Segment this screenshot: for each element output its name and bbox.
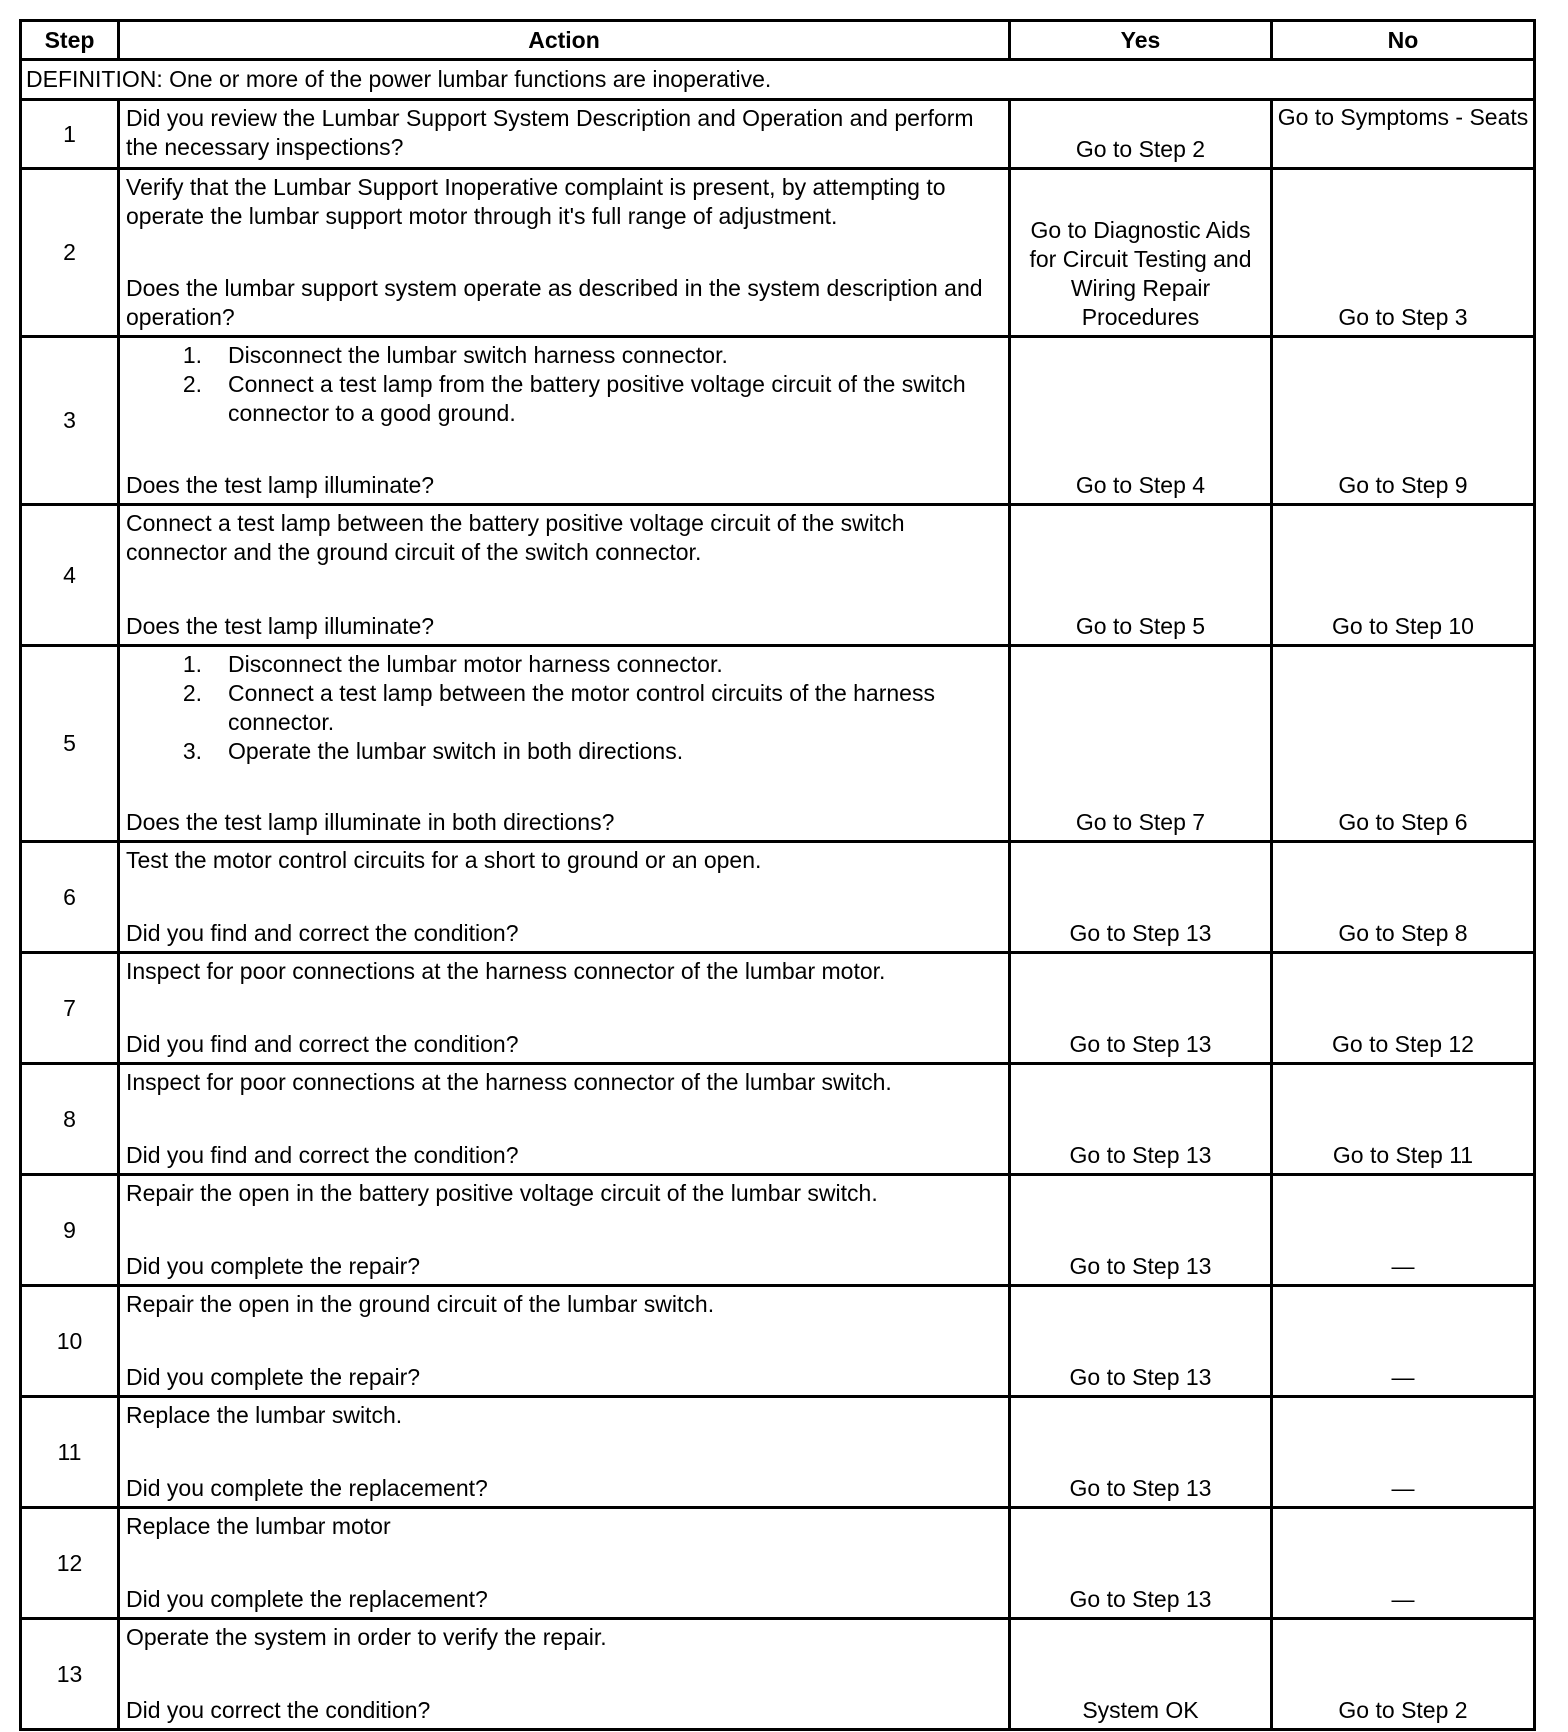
action-content [126,173,1002,332]
table-row [21,505,1535,646]
action-question: Does the test lamp illuminate? [126,613,435,639]
list-item-number: 2. [182,371,202,397]
no-result: Go to Step 9 [1272,337,1535,505]
table-row [21,100,1535,169]
list-item [126,679,1002,737]
action-text: Did you review the Lumbar Support System Description and Operation and perform the necessary inspections? [126,105,974,160]
list-item [126,737,1002,766]
action-question: Did you find and correct the condition? [126,920,519,946]
table-row [21,842,1535,953]
list-item-text: Disconnect the lumbar switch harness connector. [228,342,728,368]
action-question: Did you complete the repair? [126,1364,421,1390]
step-number: 11 [21,1397,119,1508]
list-item-text: Operate the lumbar switch in both directions. [228,738,684,764]
action-content [126,1512,1002,1614]
no-result: Go to Step 6 [1272,646,1535,842]
action-question: Does the test lamp illuminate? [126,472,435,498]
action-text: Repair the open in the battery positive voltage circuit of the lumbar switch. [126,1180,878,1206]
action-question: Did you complete the replacement? [126,1475,488,1501]
action-cell [119,1508,1010,1619]
action-content [126,1179,1002,1281]
table-row [21,1064,1535,1175]
header-no: No [1272,21,1535,60]
list-item-number: 1. [182,651,202,677]
action-cell [119,1397,1010,1508]
action-content [126,509,1002,641]
action-content [126,957,1002,1059]
no-result: Go to Step 11 [1272,1064,1535,1175]
no-result: — [1272,1508,1535,1619]
action-content [126,650,1002,837]
table-row [21,1508,1535,1619]
action-content [126,104,1002,164]
list-item [126,370,1002,428]
action-question: Does the test lamp illuminate in both directions? [126,809,615,835]
yes-result: Go to Step 4 [1010,337,1272,505]
yes-result: Go to Step 13 [1010,1175,1272,1286]
yes-result: System OK [1010,1619,1272,1730]
no-result: Go to Step 3 [1272,169,1535,337]
no-result: Go to Step 8 [1272,842,1535,953]
action-cell [119,505,1010,646]
action-cell [119,337,1010,505]
table-row [21,337,1535,505]
yes-result: Go to Step 7 [1010,646,1272,842]
action-content [126,341,1002,500]
action-question: Did you correct the condition? [126,1697,431,1723]
step-number: 10 [21,1286,119,1397]
table-row [21,1286,1535,1397]
action-content [126,846,1002,948]
no-result: — [1272,1286,1535,1397]
action-content [126,1623,1002,1725]
yes-result: Go to Step 13 [1010,1286,1272,1397]
table-row [21,1397,1535,1508]
yes-result: Go to Step 13 [1010,1064,1272,1175]
action-cell [119,1286,1010,1397]
definition-text: DEFINITION: One or more of the power lumbar functions are inoperative. [21,60,1535,100]
diagnostic-table [19,19,1536,1731]
table-row [21,646,1535,842]
action-steps-list [126,341,1002,428]
table-body [21,60,1535,1730]
step-number: 13 [21,1619,119,1730]
step-number: 9 [21,1175,119,1286]
yes-result: Go to Step 13 [1010,842,1272,953]
action-content [126,1401,1002,1503]
step-number: 6 [21,842,119,953]
action-text: Verify that the Lumbar Support Inoperative complaint is present, by attempting to operate the lumbar support motor through it's full range of adjustment. [126,174,946,229]
action-text: Inspect for poor connections at the harness connector of the lumbar switch. [126,1069,892,1095]
list-item-text: Disconnect the lumbar motor harness connector. [228,651,723,677]
header-row [21,21,1535,60]
action-text: Connect a test lamp between the battery positive voltage circuit of the switch connector and the ground circuit of the switch connector. [126,510,905,565]
list-item-text: Connect a test lamp between the motor control circuits of the harness connector. [228,680,935,735]
action-cell [119,1064,1010,1175]
action-steps-list [126,650,1002,766]
list-item [126,650,1002,679]
list-item [126,341,1002,370]
action-cell [119,646,1010,842]
definition-row [21,60,1535,100]
step-number: 5 [21,646,119,842]
action-text: Replace the lumbar switch. [126,1402,403,1428]
action-text: Inspect for poor connections at the harness connector of the lumbar motor. [126,958,886,984]
action-content [126,1068,1002,1170]
no-result: Go to Symptoms - Seats [1272,100,1535,169]
action-cell [119,169,1010,337]
action-cell [119,1175,1010,1286]
action-question: Did you complete the replacement? [126,1586,488,1612]
yes-result: Go to Step 2 [1010,100,1272,169]
list-item-number: 2. [182,680,202,706]
action-question: Did you find and correct the condition? [126,1031,519,1057]
yes-result: Go to Step 13 [1010,1397,1272,1508]
action-cell [119,1619,1010,1730]
action-text: Replace the lumbar motor [126,1513,391,1539]
table-row [21,1619,1535,1730]
no-result: Go to Step 2 [1272,1619,1535,1730]
step-number: 2 [21,169,119,337]
step-number: 8 [21,1064,119,1175]
header-yes: Yes [1010,21,1272,60]
action-cell [119,842,1010,953]
list-item-number: 1. [182,342,202,368]
action-text: Test the motor control circuits for a short to ground or an open. [126,847,762,873]
no-result: Go to Step 12 [1272,953,1535,1064]
action-cell [119,953,1010,1064]
header-action: Action [119,21,1010,60]
action-question: Did you complete the repair? [126,1253,421,1279]
yes-result: Go to Step 5 [1010,505,1272,646]
action-question: Did you find and correct the condition? [126,1142,519,1168]
step-number: 4 [21,505,119,646]
yes-result: Go to Diagnostic Aids for Circuit Testing and Wiring Repair Procedures [1010,169,1272,337]
action-question: Does the lumbar support system operate as described in the system description and operation? [126,275,983,330]
yes-result: Go to Step 13 [1010,1508,1272,1619]
table-row [21,169,1535,337]
action-text: Operate the system in order to verify the repair. [126,1624,607,1650]
no-result: — [1272,1175,1535,1286]
yes-result: Go to Step 13 [1010,953,1272,1064]
no-result: Go to Step 10 [1272,505,1535,646]
table-row [21,1175,1535,1286]
action-cell [119,100,1010,169]
action-text: Repair the open in the ground circuit of the lumbar switch. [126,1291,715,1317]
list-item-text: Connect a test lamp from the battery positive voltage circuit of the switch connector to a good ground. [228,371,966,426]
table-row [21,953,1535,1064]
header-step: Step [21,21,119,60]
step-number: 12 [21,1508,119,1619]
list-item-number: 3. [182,738,202,764]
no-result: — [1272,1397,1535,1508]
step-number: 3 [21,337,119,505]
action-content [126,1290,1002,1392]
step-number: 1 [21,100,119,169]
step-number: 7 [21,953,119,1064]
